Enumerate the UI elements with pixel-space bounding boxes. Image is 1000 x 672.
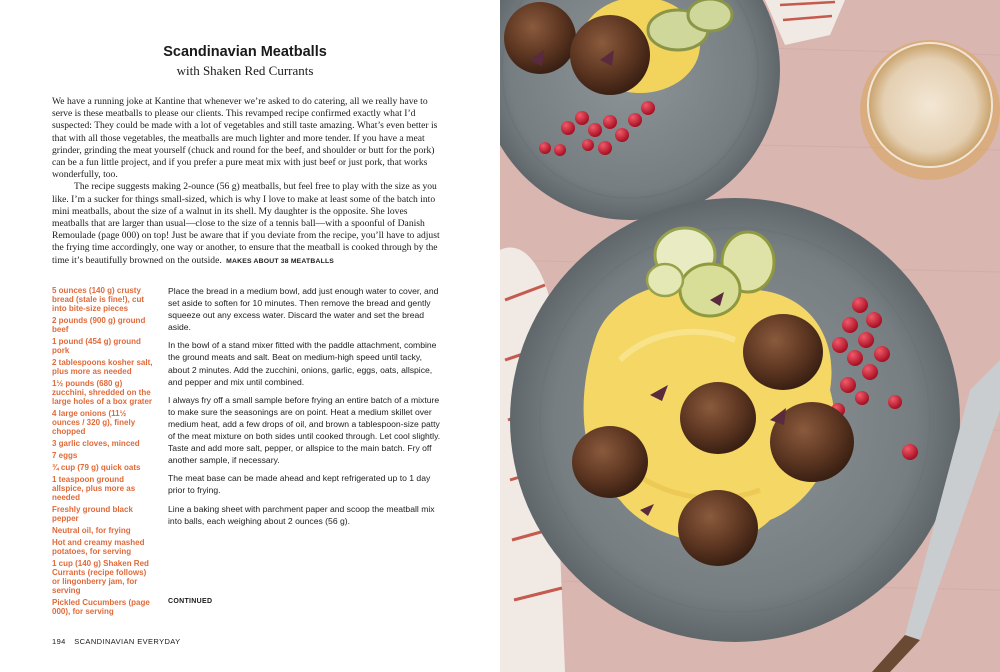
ingredient-item: 7 eggs (52, 450, 78, 460)
ingredient-list (52, 287, 154, 620)
ingredient-item: 1 pound (454 g) ground pork (52, 336, 141, 355)
ingredient-item: Freshly ground black pepper (52, 504, 133, 523)
method-step: In the bowl of a stand mixer fitted with the paddle attachment, combine the ground meats and salt. Beat on medium-high speed until tacky, about 2 minutes. Add the zucchini, onions, garlic, eggs, oats, allspice, and pepper and mix until combined. (168, 340, 437, 387)
food-photo-illustration (500, 0, 1000, 672)
continued-label: CONTINUED (168, 598, 213, 605)
method-step: Line a baking sheet with parchment paper and scoop the meatball mix into balls, each weighing about 2 ounces (56 g). (168, 503, 435, 526)
method-step: The meat base can be made ahead and kept refrigerated up to 1 day prior to frying. (168, 473, 431, 496)
recipe-intro (52, 96, 444, 268)
ingredient-item: 3 garlic cloves, minced (52, 438, 140, 448)
method-step: Place the bread in a medium bowl, add just enough water to cover, and set aside to soften for 10 minutes. Then remove the bread and gently squeeze out any excess water. Discard the water and set the bread aside. (168, 286, 439, 333)
ingredient-item: 1 teaspoon ground allspice, plus more as needed (52, 475, 136, 502)
ingredient-item: Pickled Cucumbers (page 000), for serving (52, 597, 150, 616)
method-steps (168, 285, 444, 533)
intro-paragraph-text: The recipe suggests making 2-ounce (56 g) meatballs, but feel free to play with the size as you like. I’m a sucker for things small-sized, which is why I love to make at least some of the batch into mini meatballs, about the size of a walnut in its shell. My daughter is the opposite. She loves meatballs that are larger than usual—close to the size of a tennis ball—with a spoonful of Danish Remoulade (page 000) on top! Just be aware that if you deviate from the recipe, you’ll have to adjust the frying time accordingly, one way or another, to ensure that the meatball is cooked through by the time it’s beautifully browned on the outside. (52, 181, 440, 266)
page-number: 194 (52, 637, 66, 646)
method-step: I always fry off a small sample before frying an entire batch of a mixture to make sure the seasonings are on point. Heat a medium skillet over medium heat, add a few drops of oil, and brown a tablespoon-size patty of the meat mixture on both sides until cooked through. Let cool slightly. Taste and add more salt, pepper, or allspice to the main batch. Fry off another sample, if necessary. (168, 394, 441, 466)
ingredient-item: 2 tablespoons kosher salt, plus more as needed (52, 357, 153, 376)
ingredient-item: 2 pounds (900 g) ground beef (52, 315, 146, 334)
ingredient-item: 1 cup (140 g) Shaken Red Currants (recipe follows) or lingonberry jam, for serving (52, 559, 149, 595)
intro-paragraph: We have a running joke at Kantine that whenever we’re asked to do catering, all we really have to serve is these meatballs to please our clients. This revamped recipe confirmed exactly what I’d suspected: They could be made with a lot of vegetables and still taste amazing. What’s even better is that with all those vegetables, the meatballs are much lighter and more tender. If you have a meat grinder, grinding the meat yourself (chuck and round for the beef, and shoulder or butt for the pork) can be a fun little project, and if you prefer a pure meat mix with just beef or just pork, that works wonderfully, too. (52, 96, 438, 181)
recipe-title: Scandinavian Meatballs (163, 44, 327, 60)
recipe-subtitle: with Shaken Red Currants (176, 63, 314, 78)
ingredient-item: ¾ cup (79 g) quick oats (52, 462, 141, 472)
ingredient-item: Neutral oil, for frying (52, 525, 131, 535)
ingredient-item: 5 ounces (140 g) crusty bread (stale is fine!), cut into bite-size pieces (52, 286, 145, 313)
beer-glass (860, 40, 1000, 180)
ingredient-item: 1½ pounds (680 g) zucchini, shredded on the large holes of a box grater (52, 378, 153, 406)
section-name: SCANDINAVIAN EVERYDAY (74, 637, 181, 646)
intro-paragraph (52, 181, 444, 267)
food-photo (500, 0, 1000, 672)
page-footer (52, 637, 181, 646)
ingredient-item: Hot and creamy mashed potatoes, for serving (52, 538, 145, 556)
yield-note: MAKES ABOUT 38 MEATBALLS (226, 257, 335, 265)
ingredient-item: 4 large onions (11½ ounces / 320 g), finely chopped (52, 408, 136, 436)
